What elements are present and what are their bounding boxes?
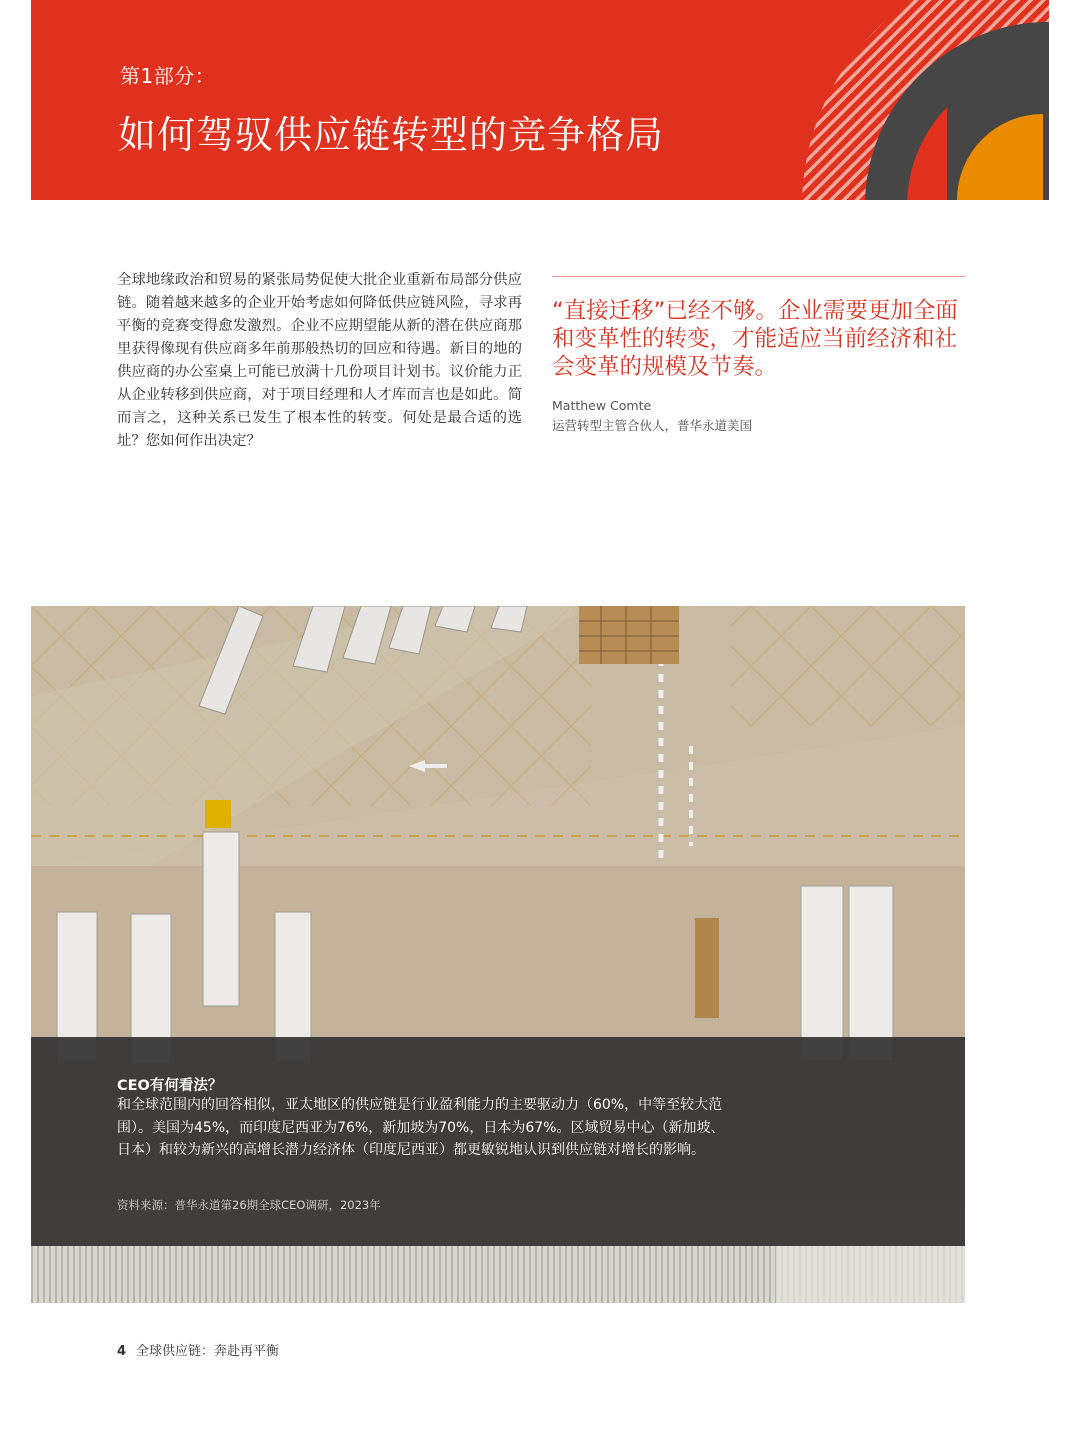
page-footer xyxy=(117,1340,279,1359)
section-header-banner xyxy=(31,0,1049,200)
page-title: 如何驾驭供应链转型的竞争格局 xyxy=(118,113,665,157)
publication-title: 全球供应链：奔赴再平衡 xyxy=(136,1344,280,1359)
quote-divider xyxy=(552,276,965,277)
quote-author: Matthew Comte xyxy=(552,398,652,413)
decorative-arc-graphic xyxy=(774,0,1049,200)
ceo-box-text: 和全球范围内的回答相似，亚太地区的供应链是行业盈利能力的主要驱动力（60%，中等至较大范围）。美国为45%，而印度尼西亚为76%，新加坡为70%，日本为67%。区域贸易中心（新加坡、日本）和较为新兴的高增长潜力经济体（印度尼西亚）都更敏锐地认识到供应链对增长的影响。 xyxy=(117,1097,725,1158)
ceo-insight-box xyxy=(31,1037,965,1246)
ceo-box-heading: CEO有何看法？ xyxy=(117,1078,223,1094)
ceo-box-source: 资料来源：普华永道第26期全球CEO调研，2023年 xyxy=(117,1198,381,1212)
section-label: 第1部分： xyxy=(120,64,216,88)
quote-author-role: 运营转型主管合伙人，普华永道美国 xyxy=(552,418,753,433)
intro-paragraph: 全球地缘政治和贸易的紧张局势促使大批企业重新布局部分供应链。随着越来越多的企业开始考虑如何降低供应链风险，寻求再平衡的竞赛变得愈发激烈。企业不应期望能从新的潜在供应商那里获得像现有供应商多年前那般热切的回应和待遇。新目的地的供应商的办公室桌上可能已放满十几份项目计划书。议价能力正从企业转移到供应商，对于项目经理和人才库而言也是如此。简而言之，这种关系已发生了根本性的转变。何处是最合适的选址？您如何作出决定？ xyxy=(117,272,522,449)
page-number: 4 xyxy=(117,1344,127,1359)
pull-quote: “直接迁移”已经不够。企业需要更加全面和变革性的转变，才能适应当前经济和社会变革的规模及节奏。 xyxy=(552,298,958,380)
